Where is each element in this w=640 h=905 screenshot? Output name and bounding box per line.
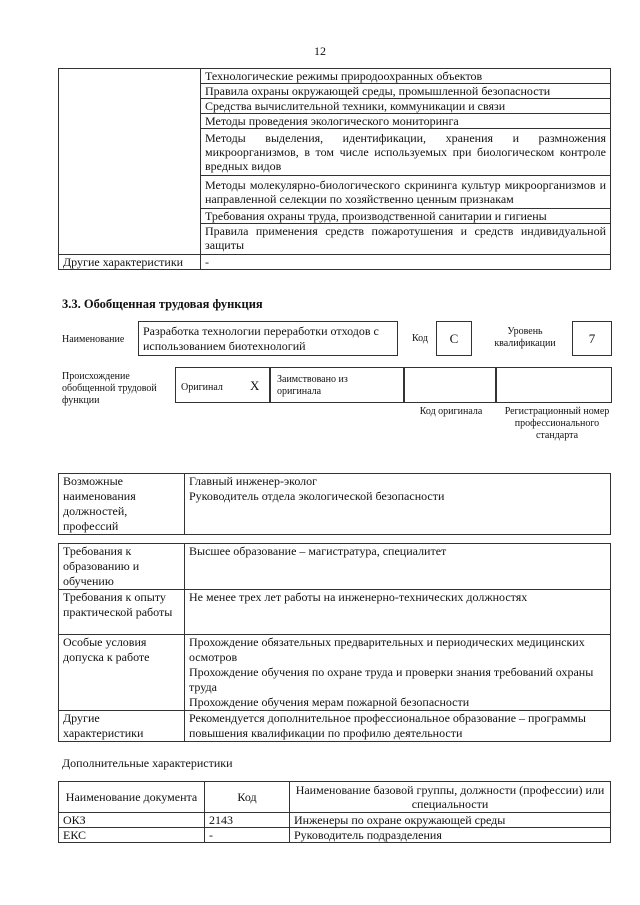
other-characteristics-label: Другие характеристики	[59, 255, 201, 270]
condition-item: Прохождение обучения по охране труда и проверки знания требований охраны труда	[189, 665, 594, 694]
knowledge-item: Средства вычислительной техники, коммуникации и связи	[201, 99, 611, 114]
knowledge-item: Требования охраны труда, производственной санитарии и гигиены	[201, 209, 611, 224]
original-mark: X	[250, 378, 260, 393]
header-code: Код	[205, 782, 290, 813]
occupations-label: Возможные наименования должностей, профессий	[59, 474, 185, 535]
knowledge-continuation-table	[58, 68, 611, 270]
table-row	[59, 828, 611, 843]
code-original-cell	[404, 367, 496, 403]
additional-title: Дополнительные характеристики	[62, 756, 233, 770]
qualification-level-value: 7	[572, 321, 612, 356]
occupation-item: Главный инженер-эколог	[189, 474, 318, 488]
additional-characteristics-table	[58, 781, 611, 843]
group-cell: Руководитель подразделения	[290, 828, 611, 843]
table-row	[59, 813, 611, 828]
experience-label: Требования к опыту практической работы	[59, 590, 185, 635]
occupation-item: Руководитель отдела экологической безопасности	[189, 489, 445, 503]
occupations-values	[185, 474, 611, 535]
other-value: Рекомендуется дополнительное профессиональное образование – программы повышения квалификации по профилю деятельности	[185, 711, 611, 742]
section-title: 3.3. Обобщенная трудовая функция	[62, 297, 263, 311]
special-conditions-values	[185, 635, 611, 711]
header-document: Наименование документа	[59, 782, 205, 813]
code-cell: -	[205, 828, 290, 843]
education-label: Требования к образованию и обучению	[59, 544, 185, 590]
code-original-label: Код оригинала	[419, 406, 483, 417]
requirements-table	[58, 543, 611, 742]
knowledge-item: Методы выделения, идентификации, хранения и размножения микроорганизмов, в том числе используемых при биологическом контроле вредных видов	[201, 129, 611, 176]
page-number: 12	[314, 44, 326, 58]
group-cell: Инженеры по охране окружающей среды	[290, 813, 611, 828]
origin-label: Происхождение обобщенной трудовой функции	[62, 371, 157, 406]
document-cell: ОКЗ	[59, 813, 205, 828]
knowledge-item: Технологические режимы природоохранных объектов	[201, 69, 611, 84]
knowledge-item: Методы молекулярно-биологического скрининга культур микроорганизмов и направленной селекции по хозяйственно ценным признакам	[201, 176, 611, 209]
experience-value: Не менее трех лет работы на инженерно-технических должностях	[185, 590, 611, 635]
knowledge-item: Правила охраны окружающей среды, промышленной безопасности	[201, 84, 611, 99]
naming-label: Наименование	[62, 334, 125, 345]
knowledge-item: Правила применения средств пожаротушения и средств индивидуальной защиты	[201, 224, 611, 255]
code-label: Код	[412, 333, 428, 344]
occupations-table	[58, 473, 611, 535]
other-characteristics-value: -	[201, 255, 611, 270]
original-label: Оригинал	[181, 382, 223, 393]
condition-item: Прохождение обязательных предварительных и периодических медицинских осмотров	[189, 635, 585, 664]
reg-number-cell	[496, 367, 612, 403]
reg-number-label: Регистрационный номер профессионального стандарта	[504, 406, 610, 441]
code-value: С	[436, 321, 472, 356]
empty-label-cell	[59, 69, 201, 255]
condition-item: Прохождение обучения мерам пожарной безопасности	[189, 695, 470, 709]
qualification-level-label: Уровень квалификации	[494, 326, 556, 349]
other-label: Другие характеристики	[59, 711, 185, 742]
naming-value: Разработка технологии переработки отходов с использованием биотехнологий	[138, 321, 398, 356]
knowledge-item: Методы проведения экологического мониторинга	[201, 114, 611, 129]
borrowed-label: Заимствовано из оригинала	[277, 374, 348, 397]
code-cell: 2143	[205, 813, 290, 828]
special-conditions-label: Особые условия допуска к работе	[59, 635, 185, 711]
education-value: Высшее образование – магистратура, специалитет	[185, 544, 611, 590]
header-group: Наименование базовой группы, должности (профессии) или специальности	[290, 782, 611, 813]
document-cell: ЕКС	[59, 828, 205, 843]
